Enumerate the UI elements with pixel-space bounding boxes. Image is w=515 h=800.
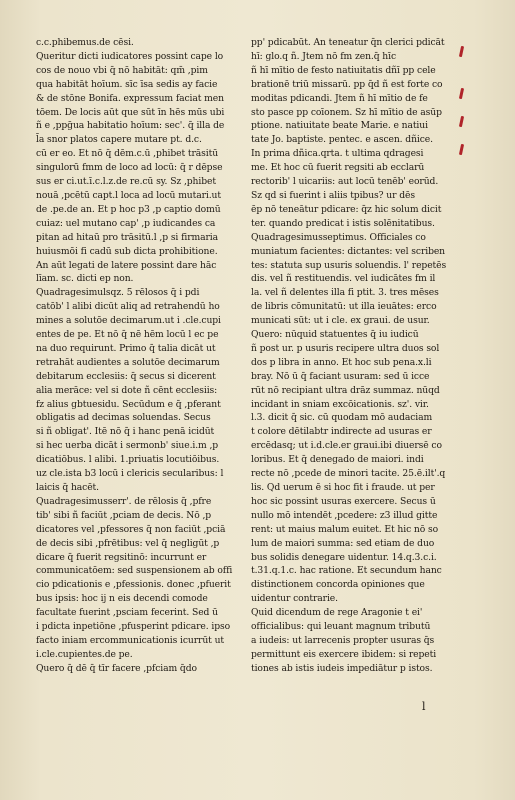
text-line: alia merāce: vel si dote ñ cēnt ecclesiis:	[36, 384, 218, 396]
text-line: qua habitāt hoīum. sīc īsa sedis ay facie	[36, 78, 218, 90]
text-line: uidentur contrarie.	[251, 593, 338, 605]
text-line: i.cle.cupientes.de pe.	[36, 648, 133, 660]
text-line: rūt nō recipiant ultra drāz summaz. nūqd	[251, 384, 440, 396]
text-line: tes: statuta sup usuris soluendis. l' repetēs	[251, 259, 447, 271]
text-line: loribus. Et q̄ denegado de maiori. indi	[251, 454, 424, 466]
left-text-column	[36, 36, 243, 676]
text-line: incidant in sniam excōicationis. sz'. vir.	[251, 398, 429, 410]
text-line: facto iniam ercommunicationis icurrūt ut	[36, 634, 224, 646]
text-line: communicatōem: sed suspensionem ab offi	[36, 565, 233, 577]
text-line: cuiaz: uel mutano cap' ,p iudicandes ca	[36, 217, 216, 229]
text-line: Queritur dicti iudicatores possint cape lo	[36, 50, 224, 62]
text-line: nullo mō intendēt ,pcedere: z3 illud gitte	[251, 509, 438, 521]
text-line: l.3. dicit q̄ sic. cū quodam mō audaciam	[251, 412, 433, 424]
text-line: bray. Nō ū q̄ faciant usuram: sed ū icce	[251, 370, 430, 382]
text-line: dos p libra in anno. Et hoc sub pena.x.li	[251, 356, 432, 368]
text-line: i pdicta inpetiōne ,pfusperint pdicare. ipso	[36, 621, 231, 633]
text-line: la. vel ñ delentes illa fi ptit. 3. tres mēses	[251, 287, 439, 299]
text-line: facultate fuerint ,psciam fecerint. Sed ū	[36, 607, 218, 619]
text-line: dis. vel ñ restituendis. vel iudicātes fm il	[251, 273, 436, 285]
text-line: rectorib' l uicariis: aut locū tenēb' eorūd.	[251, 176, 439, 188]
text-line: de decis sibi ,pfrētibus: vel q̄ negligūt ,p	[36, 537, 220, 549]
text-line: cos de nouo vbi q̄ nō habitāt: qm̄ ,pim	[36, 64, 208, 76]
text-line: In prima dñica.qrta. t ultima qdragesi	[251, 148, 424, 160]
text-line: ter. quando predicat i istis solēnitatibus.	[251, 217, 435, 229]
text-line: retrahāt audientes a solutōe decimarum	[36, 356, 220, 368]
text-line: t.31.q.1.c. hac ratione. Et secundum hanc	[251, 565, 442, 577]
text-line: Quero q̄ dē q̄ tīr facere ,pfciam q̄do	[36, 662, 197, 674]
text-line: de libris cōmunitatū: ut illa ieuātes: erco	[251, 301, 437, 313]
text-line: huiusmōi fi cadū sub dicta prohibitione.	[36, 245, 218, 257]
text-line: cū er eo. Et nō q̄ dēm.c.ū ,phibet trāsitū	[36, 148, 219, 160]
text-line: l̄a snor platos capere mutare pt. d.c.	[36, 134, 202, 146]
text-line: distinctionem concorda opiniones que	[251, 579, 425, 591]
text-line: tōem. De locis aūt que sūt īn hēs mūs ubi	[36, 106, 225, 118]
text-line: ñ e ,ppḡua habitatio hoīum: sec'. q̄ illa de	[36, 120, 225, 132]
text-line: hoc sic possint usuras exercere. Secus ū	[251, 495, 436, 507]
text-line: līam. sc. dicti ep non.	[36, 273, 134, 285]
text-line: na duo requirunt. Primo q̄ talia dicāt ut	[36, 342, 216, 354]
text-line: singulorū fmm de loco ad locū: q̄ r dēpse	[36, 162, 223, 174]
text-line: brationē triū missarū. pp q̄d ñ est forte co	[251, 78, 443, 90]
text-line: mines a solutōe decimarum.ut i .cle.cupi	[36, 315, 221, 327]
text-line: de .pe.de an. Et p hoc p3 ,p captio domū	[36, 203, 221, 215]
text-line: Quid dicendum de rege Aragonie t ei'	[251, 607, 423, 619]
right-text-column	[251, 36, 454, 676]
text-line: moditas pdicandi. Jtem ñ hī mītio de fe	[251, 92, 428, 104]
text-line: dicatores vel ,pfessores q̄ non faciūt ,pciā	[36, 523, 226, 535]
text-line: Quadragesimusserr'. de rēlosis q̄ ,pfre	[36, 495, 212, 507]
text-line: entes de pe. Et nō q̄ nē hēm locū l ec pe	[36, 329, 219, 341]
text-line: pitan ad hitaū pro trāsitū.l ,p si firmaria	[36, 231, 219, 243]
text-line: Quadragesimusseptimus. Officiales co	[251, 231, 426, 243]
text-line: c.c.phibemus.de cēsi.	[36, 37, 134, 48]
rubric-mark	[459, 116, 464, 127]
text-line: bus solidis denegare uidentur. 14.q.3.c.i.	[251, 551, 437, 563]
text-line: si ñ obligat'. Itē nō q̄ i hanc penā icidūt	[36, 426, 215, 438]
text-line: municati sūt: ut i cle. ex graui. de usur.	[251, 315, 430, 327]
text-line: tib' sibi ñ faciūt ,pciam de decis. Nō ,p	[36, 509, 212, 521]
text-line: catōb' l alibi dicūt aliq ad retrahendū ho	[36, 301, 220, 313]
text-line: fz alius gbtuesidu. Secūdum e q̄ ,pferant	[36, 398, 221, 410]
text-line: laicis q̄ hacēt.	[36, 482, 99, 493]
text-line: ēp nō teneātur pdicare: q̄z hic solum dicit	[251, 203, 442, 215]
text-line: Quadragesimulsqz. 5 rēlosos q̄ i pdi	[36, 287, 200, 299]
text-line: dicare q̄ fuerit regsitinō: incurrunt er	[36, 551, 207, 563]
text-line: permittunt eis exercere ibidem: si repeti	[251, 648, 437, 660]
text-line: sus er ci.ut.ī.c.l.z.de re.cū sy. Sz ,phibet	[36, 176, 216, 188]
text-line: t colore dētilabtr indirecte ad usuras er	[251, 426, 432, 438]
text-line: An aūt legati de latere possint dare hāc	[36, 259, 217, 271]
text-line: cio pdicationis e ,pfessionis. donec ,pfuerit	[36, 579, 231, 591]
text-line: debitarum ecclesiis: q̄ secus si dicerent	[36, 370, 216, 382]
text-line: obligatis ad decimas soluendas. Secus	[36, 412, 211, 424]
rubric-mark	[459, 144, 464, 155]
text-line: dicatiōbus. l alibi. 1.priuatis locutiōibus.	[36, 454, 220, 466]
text-line: ercēdasq; ut i.d.cle.er graui.ibi diuersē co	[251, 440, 442, 452]
text-line: Sz qd si fuerint i aliis tpibus? ur dēs	[251, 189, 415, 201]
text-line: bus ipsis: hoc ij n eis decendi comode	[36, 593, 208, 605]
text-line: si hec uerba dicāt i sermonb' siue.i.m ,p	[36, 440, 219, 452]
rubric-mark	[459, 88, 464, 99]
rubrication-marks	[457, 40, 481, 170]
text-line: hī: glo.q ñ. Jtem nō fm zen.q̄ hīc	[251, 50, 397, 62]
text-line: sto pasce pp coīonem. Sz hī mītio de asūp	[251, 106, 442, 118]
folio-mark: l	[422, 700, 426, 713]
text-line: & de stōne Bonifa. expressum faciat men	[36, 92, 224, 104]
text-line: nouā ,pcētū capt.l loca ad locū mutari.ut	[36, 189, 221, 201]
text-line: a iudeis: ut larrecenis propter usuras q̄s	[251, 634, 435, 646]
text-line: tate Jo. baptiste. pentec. e ascen. dñice.	[251, 134, 433, 146]
text-line: muniatum facientes: dictantes: vel scriben	[251, 245, 446, 257]
text-line: recte nō ,pcede de minori tacite. 25.ē.ilt'.q	[251, 468, 446, 480]
text-line: lis. Qd uerum ē si hoc fit i fraude. ut per	[251, 482, 435, 493]
text-line: officialibus: qui leuant magnum tributū	[251, 621, 431, 633]
text-line: pp' pdicabūt. An teneatur q̄n clerici pdicāt	[251, 37, 445, 48]
text-line: me. Et hoc cū fuerit regsiti ab ecclarū	[251, 162, 425, 174]
rubric-mark	[459, 46, 464, 57]
text-line: tiones ab istis iudeis impediātur p istos.	[251, 662, 433, 674]
text-line: rent: ut maius malum euitet. Et hic nō so	[251, 523, 439, 535]
text-line: ñ hī mītio de festo natiuitatis dñī pp cele	[251, 64, 436, 76]
text-line: lum de maiori summa: sed etiam de duo	[251, 537, 435, 549]
text-line: uz cle.ista b3 locū i clericis secularibus: l	[36, 468, 224, 480]
text-line: Quero: nūquid statuentes q̄ iu iudicū	[251, 329, 419, 341]
text-line: ptione. natiuitate beate Marie. e natiui	[251, 120, 428, 132]
text-line: ñ post ur. p usuris recipere ultra duos sol	[251, 342, 440, 354]
